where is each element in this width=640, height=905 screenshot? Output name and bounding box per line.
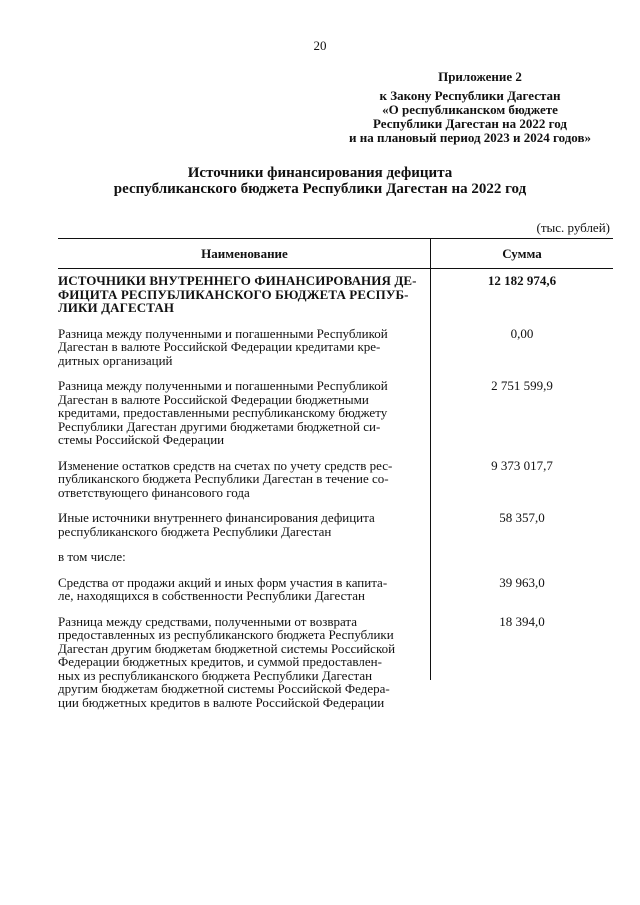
row-name-line: ле, находящихся в собственности Республики Дагестан xyxy=(58,588,365,603)
row-name-line: ИСТОЧНИКИ ВНУТРЕННЕГО ФИНАНСИРОВАНИЯ ДЕ- xyxy=(58,273,417,288)
row-name-line: в том числе: xyxy=(58,549,126,564)
document-title xyxy=(0,165,640,197)
row-name-line: Дагестан в валюте Российской Федерации кредитами кре- xyxy=(58,339,381,354)
appendix-line: к Закону Республики Дагестан xyxy=(379,88,561,103)
row-name xyxy=(58,615,431,710)
row-name-line: Иные источники внутреннего финансирования дефицита xyxy=(58,510,375,525)
table-row xyxy=(58,379,613,447)
document-title-line: Источники финансирования дефицита xyxy=(187,165,453,181)
appendix-title: Приложение 2 xyxy=(438,69,522,84)
row-name-line: кредитами, предоставленными республиканскому бюджету xyxy=(58,405,388,420)
row-amount: 18 394,0 xyxy=(499,613,545,629)
row-name xyxy=(58,327,431,368)
header-sum: Сумма xyxy=(502,245,542,261)
row-name xyxy=(58,459,431,500)
appendix-line: «О республиканском бюджете xyxy=(382,102,558,117)
row-amount: 58 357,0 xyxy=(499,510,545,525)
table-body xyxy=(58,269,613,709)
table-row xyxy=(58,274,613,315)
table-row xyxy=(58,327,613,368)
table-row xyxy=(58,459,613,500)
row-name-line: Дагестан другим бюджетам бюджетной системы Российской xyxy=(58,640,396,656)
row-amount xyxy=(431,550,613,564)
row-name-line: стемы Российской Федерации xyxy=(58,432,225,447)
header-name: Наименование xyxy=(201,245,288,261)
row-name xyxy=(58,274,431,315)
row-name-line: ЛИКИ ДАГЕСТАН xyxy=(58,300,175,315)
row-name-line: публиканского бюджета Республики Дагестан в течение со- xyxy=(58,471,389,486)
row-name-line: ных из республиканского бюджета Республики Дагестан xyxy=(58,667,373,683)
row-name-line: Федерации бюджетных кредитов, и суммой предоставлен- xyxy=(58,654,382,669)
table-row xyxy=(58,615,613,710)
row-name-line: республиканского бюджета Республики Дагестан xyxy=(58,523,332,539)
table-row xyxy=(58,550,613,564)
table-row xyxy=(58,511,613,538)
page-number: 20 xyxy=(313,38,327,53)
row-name xyxy=(58,379,431,447)
table-row xyxy=(58,576,613,603)
row-name xyxy=(58,511,431,538)
appendix-line: Республики Дагестан на 2022 год xyxy=(373,116,567,131)
row-name-line: ФИЦИТА РЕСПУБЛИКАНСКОГО БЮДЖЕТА РЕСПУБ- xyxy=(58,286,409,302)
row-name-line: другим бюджетам бюджетной системы Российской Федера- xyxy=(58,681,390,696)
row-name-line: Разница между полученными и погашенными Республикой xyxy=(58,378,388,393)
row-name-line: Дагестан в валюте Российской Федерации бюджетными xyxy=(58,391,369,407)
row-amount: 12 182 974,6 xyxy=(487,273,557,288)
row-name-line: Разница между средствами, полученными от возврата xyxy=(58,613,358,629)
row-name-line: Изменение остатков средств на счетах по учету средств рес- xyxy=(58,457,393,473)
row-amount: 2 751 599,9 xyxy=(491,378,553,393)
row-name-line: Разница между полученными и погашенными Республикой xyxy=(58,325,388,341)
appendix-line: и на плановый период 2023 и 2024 годов» xyxy=(349,130,591,145)
row-name-line: предоставленных из республиканского бюджета Республики xyxy=(58,627,394,642)
row-amount: 39 963,0 xyxy=(499,574,545,590)
row-name-line: Средства от продажи акций и иных форм участия в капита- xyxy=(58,574,388,590)
sources-table xyxy=(58,238,613,721)
row-name xyxy=(58,576,431,603)
table-header xyxy=(58,238,613,269)
row-name-line: дитных организаций xyxy=(58,352,173,368)
row-name-line: ции бюджетных кредитов в валюте Российской Федерации xyxy=(58,694,385,710)
row-name xyxy=(58,550,431,564)
units-label: (тыс. рублей) xyxy=(536,220,610,235)
document-title-line: республиканского бюджета Республики Дагестан на 2022 год xyxy=(113,181,527,197)
row-name-line: ответствующего финансового года xyxy=(58,484,250,500)
appendix-reference xyxy=(330,89,610,145)
row-name-line: Республики Дагестан другими бюджетами бюджетной си- xyxy=(58,418,381,434)
row-amount: 9 373 017,7 xyxy=(491,457,553,473)
row-amount: 0,00 xyxy=(510,325,534,341)
